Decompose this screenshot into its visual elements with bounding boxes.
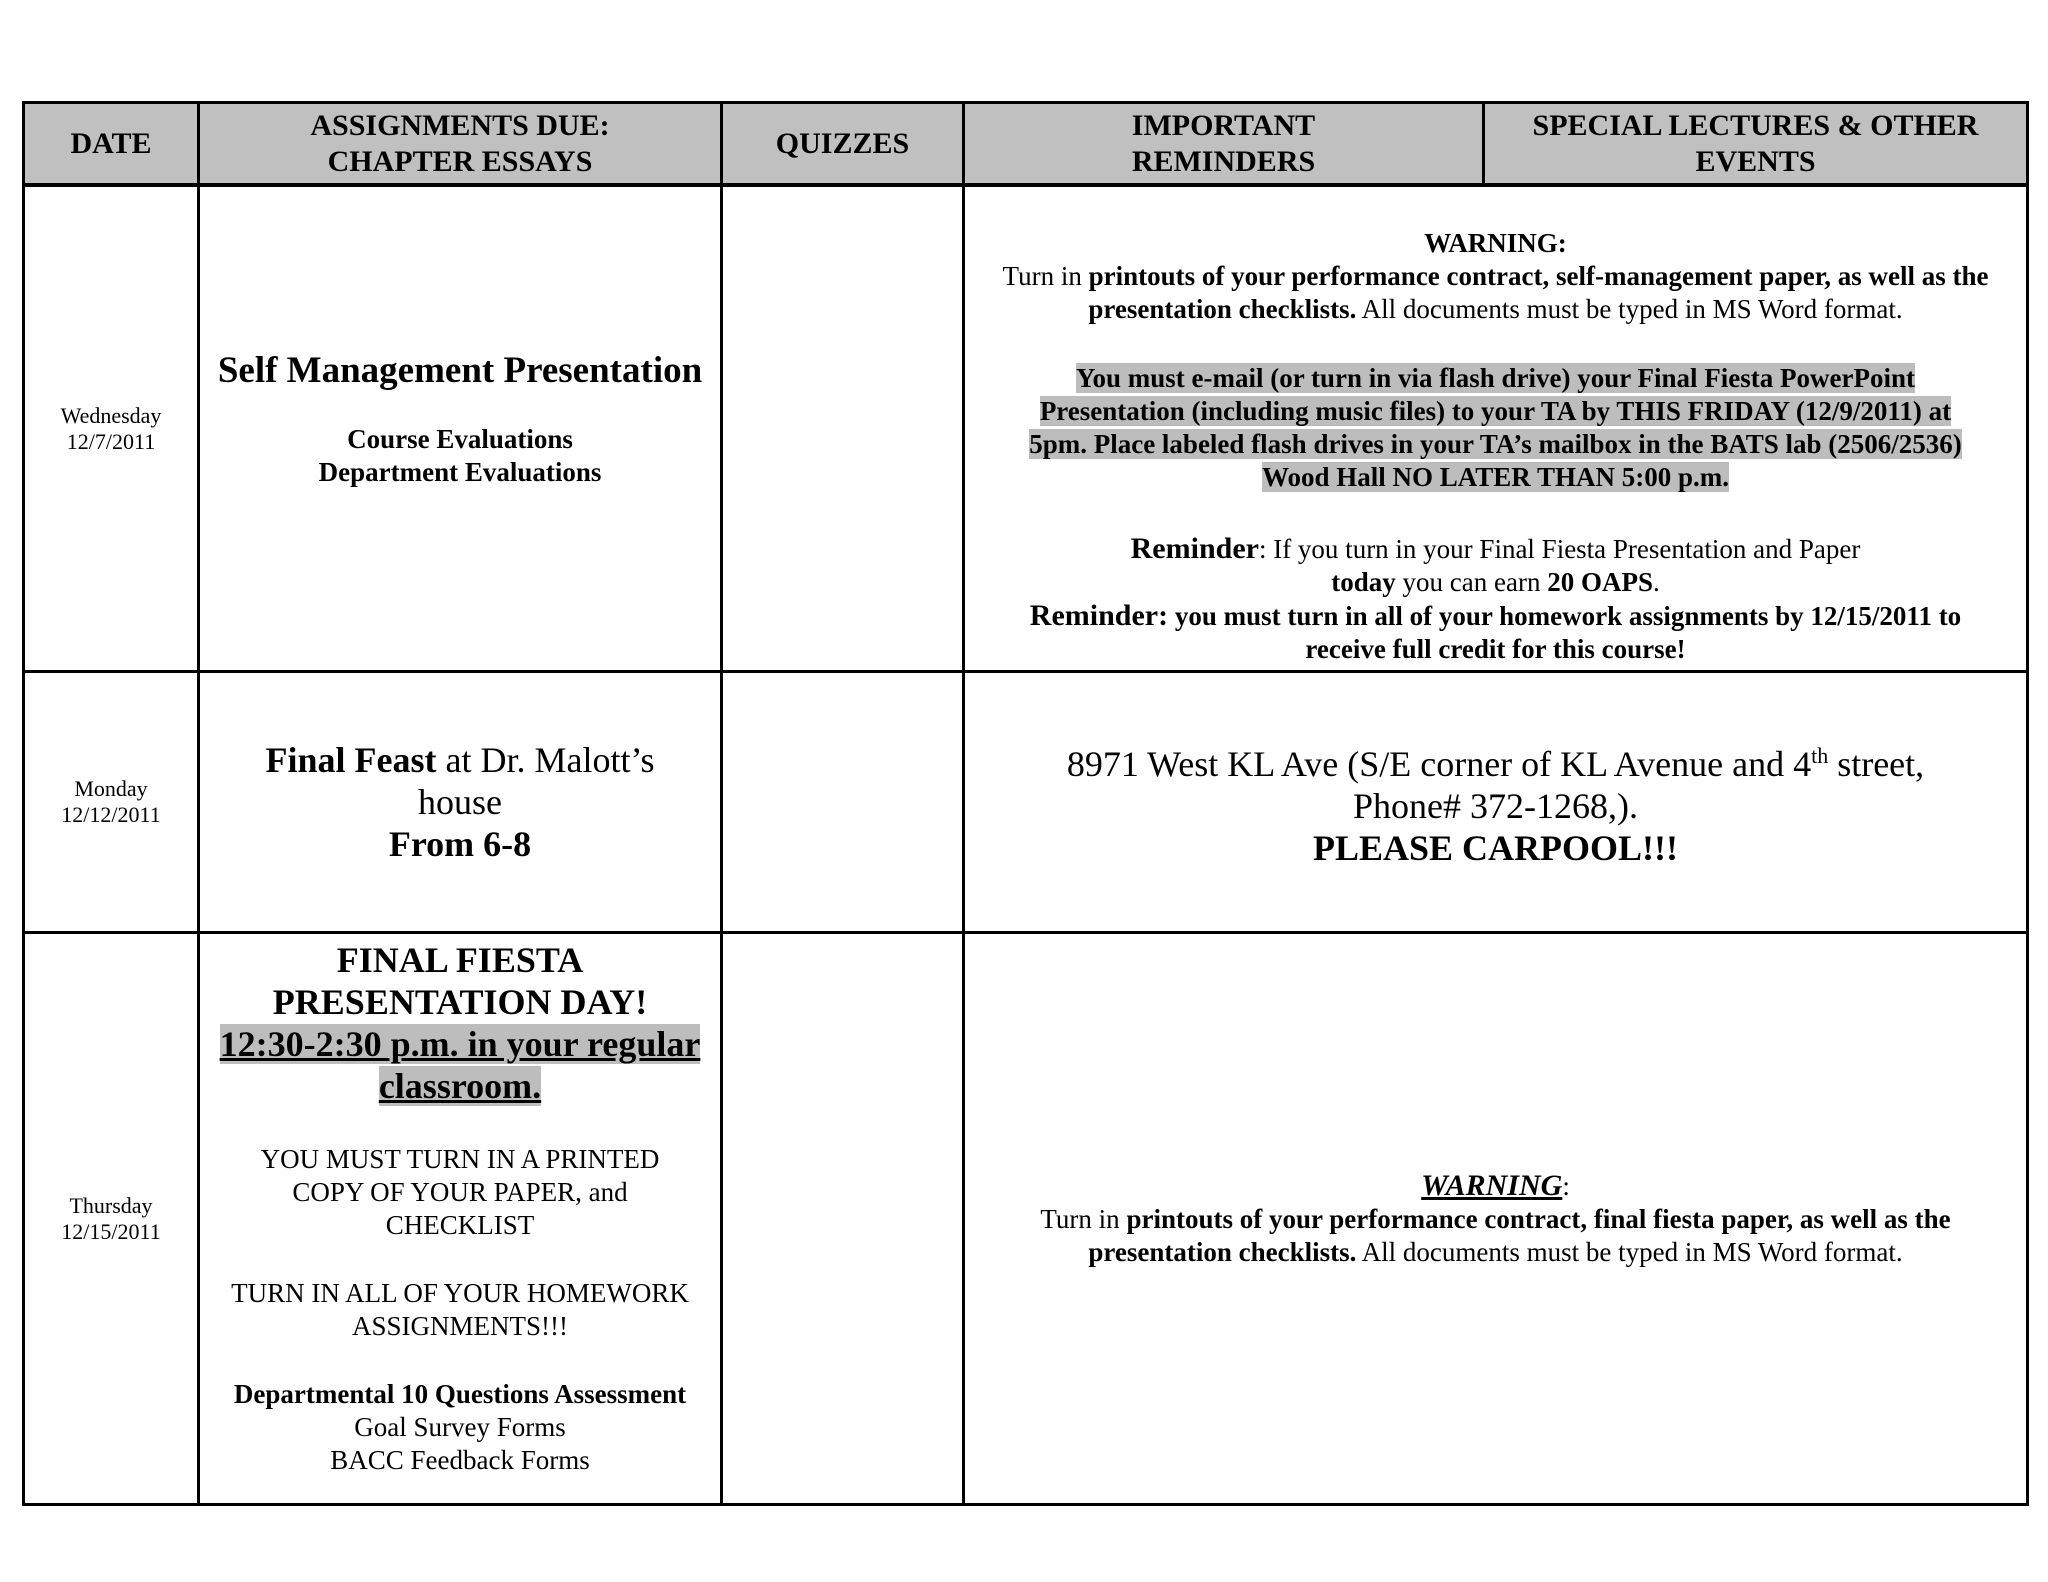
row3-goal-forms: Goal Survey Forms	[354, 1412, 566, 1442]
row1-reminder2-label: Reminder:	[1029, 599, 1169, 632]
row1-reminder1-oaps: 20 OAPS	[1547, 567, 1653, 597]
row1-assignment-title: Self Management Presentation	[217, 349, 703, 391]
header-events-line2: EVENTS	[1695, 145, 1816, 178]
row1-reminder1-today: today	[1331, 567, 1396, 597]
row3-day: Thursday	[69, 1192, 153, 1218]
row1-reminder1	[1131, 532, 1861, 599]
row2-feast-bold: Final Feast	[265, 740, 437, 780]
header-date	[22, 101, 200, 186]
row1-day: Wednesday	[60, 402, 162, 428]
row3-fiesta-time2: classroom.	[378, 1066, 542, 1106]
row1-quizzes-cell	[720, 184, 965, 673]
row3-warning-bold: printouts of your performance contract, final fiesta paper, as well as the presentation checklists.	[1088, 1203, 1951, 1267]
row2-address	[1067, 735, 1924, 785]
row3-fiesta-title	[220, 939, 701, 1107]
header-reminders	[962, 101, 1485, 186]
header-reminders-line2: REMINDERS	[1131, 144, 1316, 178]
row1-assignment-item1: Course Evaluations	[347, 423, 573, 454]
row2-feast-time: From 6-8	[388, 824, 532, 864]
row3-warning-post: All documents must be typed in MS Word format.	[1356, 1236, 1903, 1267]
row3-fiesta-title2: PRESENTATION DAY!	[272, 982, 648, 1022]
row2-date-cell	[22, 670, 200, 934]
row2-assignments-cell	[197, 670, 723, 934]
row3-warning-title: WARNING	[1421, 1168, 1563, 1202]
row3-warning-heading	[1421, 1169, 1570, 1203]
row3-warning-colon: :	[1562, 1170, 1570, 1201]
row1-reminder2-text: you must turn in all of your homework assignments by 12/15/2011 to receive full credit for this course!	[1168, 601, 1962, 664]
row1-email-line1: You must e-mail (or turn in via flash drive) your Final Fiesta PowerPoint	[1076, 363, 1915, 393]
header-events-line1: SPECIAL LECTURES & OTHER	[1532, 109, 1979, 142]
row1-date: 12/7/2011	[66, 428, 156, 454]
row1-warning-text	[987, 260, 2004, 326]
row1-email-line2: Presentation (including music files) to your TA by THIS FRIDAY (12/9/2011) at	[1039, 396, 1952, 426]
row3-fiesta-time1: 12:30-2:30 p.m. in your regular	[219, 1024, 701, 1064]
header-assignments-line2: CHAPTER ESSAYS	[327, 144, 593, 178]
row2-address-pre: 8971 West KL Ave (S/E corner of KL Avenue and 4	[1066, 744, 1812, 784]
row3-date: 12/15/2011	[61, 1218, 161, 1244]
row2-reminders-cell	[962, 670, 2029, 934]
row1-reminder2	[987, 599, 2004, 666]
row1-reminders-cell	[962, 184, 2029, 673]
row1-reminder1-label: Reminder	[1130, 532, 1259, 565]
row3-reminders-cell	[962, 931, 2029, 1506]
row2-address-sup: th	[1811, 743, 1829, 768]
row3-bacc-forms: BACC Feedback Forms	[330, 1445, 590, 1475]
row3-assessment: Departmental 10 Questions Assessment	[233, 1379, 687, 1409]
row3-printed-copy: YOU MUST TURN IN A PRINTED COPY OF YOUR PAPER, and CHECKLIST	[260, 1144, 660, 1240]
row1-assignments-cell	[197, 184, 723, 673]
header-date-label: DATE	[70, 126, 152, 160]
row1-reminder1-text: : If you turn in your Final Fiesta Presentation and Paper	[1258, 534, 1861, 564]
row3-assignments-cell	[197, 931, 723, 1506]
row2-carpool: PLEASE CARPOOL!!!	[1312, 828, 1678, 868]
row2-address-post: street,	[1828, 744, 1925, 784]
row1-email-line3: 5pm. Place labeled flash drives in your TA’s mailbox in the BATS lab (2506/2536)	[1029, 429, 1962, 459]
row1-reminder1-end: .	[1652, 567, 1660, 597]
row1-email-notice	[1029, 362, 1962, 494]
row1-reminder1-mid: you can earn	[1395, 567, 1548, 597]
row3-warning-text	[1005, 1203, 1986, 1269]
row3-warning-pre: Turn in	[1040, 1203, 1127, 1234]
row1-email-line4: Wood Hall NO LATER THAN 5:00 p.m.	[1261, 462, 1730, 492]
header-events	[1482, 101, 2029, 186]
row3-quizzes-cell	[720, 931, 965, 1506]
row3-date-cell	[22, 931, 200, 1506]
row2-quizzes-cell	[720, 670, 965, 934]
row1-warning-title: WARNING:	[1424, 228, 1567, 258]
row1-warning-pre: Turn in	[1002, 261, 1089, 291]
header-assignments	[197, 101, 723, 186]
header-assignments-line1: ASSIGNMENTS DUE:	[310, 108, 610, 142]
row1-warning-bold: printouts of your performance contract, self-management paper, as well as the presentation checklists.	[1088, 261, 1989, 324]
row3-fiesta-title1: FINAL FIESTA	[336, 940, 584, 980]
row2-date: 12/12/2011	[61, 802, 161, 827]
row1-assignment-item2: Department Evaluations	[318, 456, 602, 487]
row3-homework: TURN IN ALL OF YOUR HOMEWORK ASSIGNMENTS!!!	[231, 1278, 689, 1341]
row2-feast-rest: at Dr. Malott’s house	[418, 740, 655, 822]
row2-day: Monday	[74, 776, 148, 801]
row1-date-cell	[22, 184, 200, 673]
row2-phone: Phone# 372-1268,).	[1353, 786, 1638, 826]
header-quizzes	[720, 101, 965, 186]
header-reminders-line1: IMPORTANT	[1131, 108, 1316, 142]
row2-feast	[250, 739, 670, 823]
header-quizzes-label: QUIZZES	[775, 126, 910, 160]
row1-warning-post: All documents must be typed in MS Word format.	[1356, 294, 1903, 324]
